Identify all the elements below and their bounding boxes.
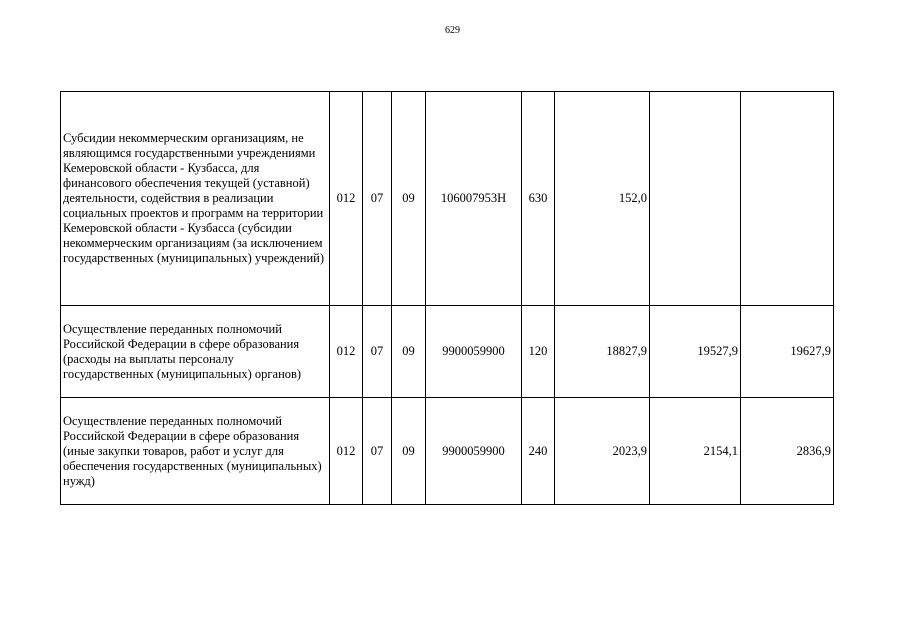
table-row xyxy=(61,398,834,505)
section-code: 07 xyxy=(363,306,392,398)
amount-year-1: 2023,9 xyxy=(555,398,650,505)
subsection-code: 09 xyxy=(392,398,426,505)
amount-year-1: 18827,9 xyxy=(555,306,650,398)
ministry-code: 012 xyxy=(330,306,363,398)
amount-year-2 xyxy=(650,92,741,306)
expense-type-code: 120 xyxy=(522,306,555,398)
target-article-code: 106007953Н xyxy=(426,92,522,306)
table-row xyxy=(61,306,834,398)
subsection-code: 09 xyxy=(392,92,426,306)
row-description: Осуществление переданных полномочий Российской Федерации в сфере образования (расходы на выплаты персоналу государственных (муниципальных) органов) xyxy=(61,306,330,398)
target-article-code: 9900059900 xyxy=(426,398,522,505)
amount-year-3: 19627,9 xyxy=(741,306,834,398)
amount-year-3 xyxy=(741,92,834,306)
ministry-code: 012 xyxy=(330,398,363,505)
subsection-code: 09 xyxy=(392,306,426,398)
amount-year-2: 19527,9 xyxy=(650,306,741,398)
section-code: 07 xyxy=(363,398,392,505)
table-row xyxy=(61,92,834,306)
amount-year-2: 2154,1 xyxy=(650,398,741,505)
row-description: Субсидии некоммерческим организациям, не являющимся государственными учреждениями Кемеровской области - Кузбасса, для финансового обеспечения текущей (уставной) деятельности, содействия в реализации социальных проектов и программ на территории Кемеровской области - Кузбасса (субсидии некоммерческим организациям (за исключением государственных (муниципальных) учреждений) xyxy=(61,92,330,306)
page-number: 629 xyxy=(445,25,460,36)
amount-year-3: 2836,9 xyxy=(741,398,834,505)
budget-table xyxy=(60,91,834,505)
ministry-code: 012 xyxy=(330,92,363,306)
amount-year-1: 152,0 xyxy=(555,92,650,306)
row-description: Осуществление переданных полномочий Российской Федерации в сфере образования (иные закупки товаров, работ и услуг для обеспечения государственных (муниципальных) нужд) xyxy=(61,398,330,505)
section-code: 07 xyxy=(363,92,392,306)
target-article-code: 9900059900 xyxy=(426,306,522,398)
expense-type-code: 630 xyxy=(522,92,555,306)
expense-type-code: 240 xyxy=(522,398,555,505)
